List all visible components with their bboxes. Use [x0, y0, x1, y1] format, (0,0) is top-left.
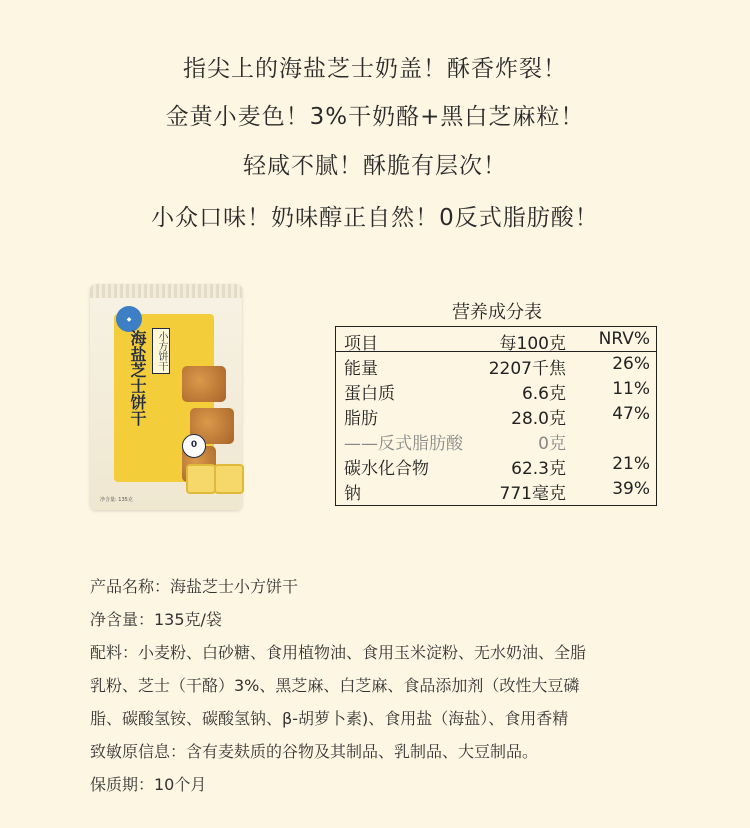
nutrition-table: [335, 326, 657, 506]
shelf-life: 保质期：10个月: [90, 775, 207, 794]
nutrient-value: 28.0克: [511, 409, 566, 429]
nutrient-value: 62.3克: [511, 459, 566, 479]
nutrient-name: 碳水化合物: [344, 459, 429, 479]
nutrient-nrv: 11%: [612, 379, 650, 399]
nutrient-name: 蛋白质: [344, 384, 395, 404]
table-row: [336, 452, 656, 477]
ingredients-line-1: 配料：小麦粉、白砂糖、食用植物油、食用玉米淀粉、无水奶油、全脂: [90, 643, 587, 662]
nutrient-nrv: 47%: [612, 404, 650, 424]
header-nrv: NRV%: [598, 329, 650, 349]
ingredients-line-2: 乳粉、芝士（干酪）3%、黑芝麻、白芝麻、食品添加剂（改性大豆磷: [90, 676, 580, 695]
nutrient-nrv: 21%: [612, 454, 650, 474]
nutrition-title: 营养成分表: [452, 302, 542, 323]
biscuit-image: [182, 366, 226, 402]
nutrient-name: ——反式脂肪酸: [344, 434, 463, 454]
brand-logo-icon: ◆: [116, 306, 142, 332]
cheese-biscuit-icon: [214, 464, 244, 494]
nutrient-value: 6.6克: [521, 384, 566, 404]
bag-subtitle: 小方饼干: [152, 328, 170, 374]
header-per100g: 每100克: [499, 334, 566, 354]
header-item: 项目: [344, 334, 378, 354]
allergen-info: 致敏原信息：含有麦麸质的谷物及其制品、乳制品、大豆制品。: [90, 742, 539, 761]
headline-4: 小众口味！奶味醇正自然！0反式脂肪酸！: [151, 205, 599, 231]
zero-trans-fat-badge: 0: [182, 434, 206, 458]
nutrient-nrv: 26%: [612, 354, 650, 374]
ingredients-line-3: 脂、碳酸氢铵、碳酸氢钠、β-胡萝卜素)、食用盐（海盐）、食用香精: [90, 709, 569, 728]
table-row: [336, 352, 656, 377]
nutrient-name: 能量: [344, 359, 378, 379]
nutrient-value: 0克: [538, 434, 566, 454]
nutrient-value: 2207千焦: [488, 359, 566, 379]
table-row: [336, 402, 656, 427]
cheese-biscuit-icon: [186, 464, 216, 494]
product-name: 产品名称：海盐芝士小方饼干: [90, 577, 299, 596]
net-content: 净含量：135克/袋: [90, 610, 222, 629]
nutrient-nrv: 39%: [612, 479, 650, 499]
product-info: [90, 570, 710, 801]
table-row: [336, 477, 656, 502]
nutrition-header: [336, 327, 656, 352]
headline-1: 指尖上的海盐芝士奶盖！酥香炸裂！: [183, 56, 567, 82]
nutrient-name: 脂肪: [344, 409, 378, 429]
headline-3: 轻咸不腻！酥脆有层次！: [243, 153, 507, 179]
headline-2: 金黄小麦色！3%干奶酪+黑白芝麻粒！: [165, 104, 585, 130]
bag-net-weight: 净含量: 135克: [100, 497, 133, 503]
nutrient-name: 钠: [344, 484, 361, 504]
bag-seal: [90, 284, 242, 298]
table-row: [336, 427, 656, 452]
bag-title: 海盐芝士饼干: [128, 330, 147, 426]
table-row: [336, 377, 656, 402]
nutrient-value: 771毫克: [499, 484, 566, 504]
